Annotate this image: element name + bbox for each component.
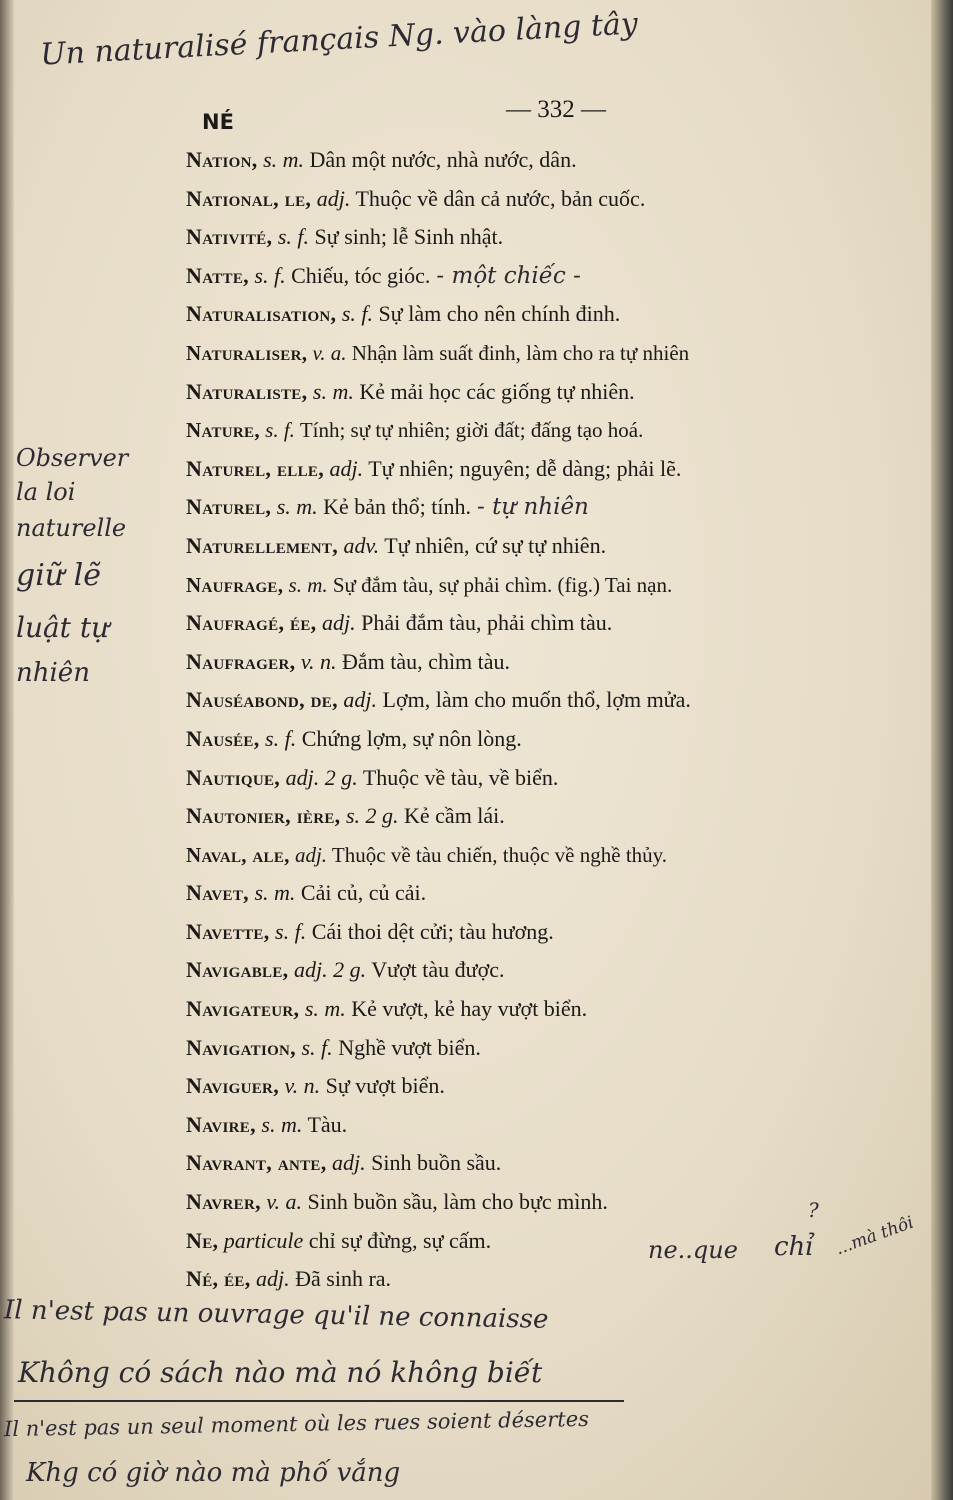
handwritten-note: - một chiếc - [436, 262, 581, 289]
dictionary-entry [186, 295, 906, 334]
dictionary-entry [186, 180, 906, 219]
handwritten-top-note: Un naturalisé français Ng. vào làng tây [39, 6, 639, 73]
dictionary-entry [186, 643, 906, 682]
dictionary-entry [186, 334, 906, 373]
definition: Thuộc về dân cả nước, bản cuốc. [355, 185, 646, 211]
headword: Navrer, [186, 1189, 261, 1215]
dictionary-entry [186, 1067, 906, 1106]
margin-line: la loi [16, 478, 76, 506]
definition: Dân một nước, nhà nước, dân. [309, 147, 577, 172]
headword: Naturaliste, [186, 378, 308, 404]
handwritten-underline [14, 1400, 624, 1402]
headword: Nausée, [186, 725, 260, 751]
grammar-tag: s. 2 g. [345, 803, 399, 829]
dictionary-entry [186, 990, 906, 1029]
definition: Kẻ vượt, kẻ hay vượt biển. [351, 996, 588, 1022]
definition: Chứng lợm, sự nôn lòng. [301, 725, 522, 751]
dictionary-entry [186, 720, 906, 759]
handwritten-ne-note-3: ...mà thôi [833, 1212, 917, 1260]
headword: Navigation, [186, 1034, 296, 1060]
margin-line: giữ lẽ [16, 558, 102, 593]
grammar-tag: v. n. [284, 1073, 321, 1099]
margin-annotation [16, 440, 128, 694]
grammar-tag: v. n. [300, 648, 337, 674]
definition: Kẻ cầm lái. [404, 803, 505, 829]
headword: Nautique, [186, 764, 281, 790]
definition: Sự sinh; lễ Sinh nhật. [314, 224, 504, 250]
grammar-tag: v. a. [266, 1189, 303, 1215]
definition: Nhận làm suất đinh, làm cho ra tự nhiên [351, 340, 690, 365]
definition: chỉ sự đừng, sự cấm. [308, 1227, 492, 1253]
definition: Sự làm cho nên chính đinh. [378, 301, 621, 327]
headword: Ne, [186, 1227, 219, 1253]
grammar-tag: s. f. [301, 1034, 333, 1060]
definition: Kẻ bản thổ; tính. [323, 494, 472, 520]
grammar-tag: s. f. [341, 301, 374, 327]
dictionary-entry [186, 759, 906, 798]
definition: Đã sinh ra. [295, 1266, 392, 1292]
grammar-tag: adv. [343, 532, 380, 558]
margin-line: nhiên [16, 658, 90, 688]
dictionary-entry [186, 681, 906, 720]
dictionary-entry [186, 488, 906, 527]
headword: Navigateur, [186, 996, 300, 1022]
grammar-tag: s. f. [265, 418, 295, 443]
dictionary-entry [186, 1183, 906, 1222]
grammar-tag: adj. [332, 1150, 366, 1176]
handwritten-sentence: Không có sách nào mà nó không biết [18, 1356, 543, 1389]
grammar-tag: adj. [321, 610, 356, 636]
definition: Sinh buồn sầu, làm cho bực mình. [307, 1189, 608, 1215]
dictionary-entry [186, 874, 906, 913]
headword: Nature, [186, 418, 260, 443]
headword: Naufragé, ée, [186, 610, 317, 636]
headword: Naturalisation, [186, 301, 337, 327]
definition: Vượt tàu được. [371, 957, 505, 983]
handwritten-sentence: Il n'est pas un ouvrage qu'il ne connaisse [3, 1295, 549, 1335]
headword: Navire, [186, 1111, 256, 1137]
dictionary-entry [186, 797, 906, 836]
grammar-tag: particule [223, 1227, 304, 1253]
grammar-tag: s. m. [288, 572, 328, 597]
definition: Nghề vượt biển. [338, 1034, 481, 1060]
grammar-tag: s. f. [275, 918, 307, 944]
handwritten-sentence: Il n'est pas un seul moment où les rues soient désertes [3, 1406, 590, 1442]
dictionary-entry [186, 527, 906, 566]
dictionary-entry [186, 1029, 906, 1068]
definition: Đắm tàu, chìm tàu. [342, 648, 511, 674]
definition: Tự nhiên; nguyên; dễ dàng; phải lẽ. [368, 455, 682, 481]
grammar-tag: adj. [294, 842, 328, 867]
dictionary-entry [186, 141, 906, 180]
handwritten-ne-note-1: ne..que [648, 1236, 738, 1264]
grammar-tag: s. m. [276, 494, 318, 520]
definition: Sinh buồn sầu. [371, 1150, 502, 1176]
handwritten-note: - tự nhiên [477, 494, 589, 521]
headword: Nautonier, ière, [186, 803, 341, 829]
grammar-tag: adj. [343, 687, 378, 713]
margin-line: naturelle [16, 514, 127, 542]
grammar-tag: s. f. [254, 262, 286, 288]
headword: Naufrage, [186, 572, 284, 597]
definition: Kẻ mải học các giống tự nhiên. [359, 378, 635, 404]
dictionary-entry [186, 373, 906, 412]
handwritten-ne-note-2: chỉ [774, 1232, 814, 1262]
grammar-tag: s. m. [261, 1111, 303, 1137]
headword: Né, ée, [186, 1266, 251, 1292]
definition: Cái thoi dệt cửi; tàu hương. [311, 918, 554, 944]
headword: Natte, [186, 262, 249, 288]
headword: National, le, [186, 185, 312, 211]
headword: Naval, ale, [186, 842, 290, 867]
definition: Tàu. [307, 1111, 348, 1137]
definition: Phải đắm tàu, phải chìm tàu. [361, 610, 613, 636]
grammar-tag: v. a. [312, 340, 347, 365]
running-header: NÉ [202, 110, 234, 134]
dictionary-entry [186, 1144, 906, 1183]
dictionary-entry [186, 566, 906, 605]
definition: Cải củ, củ cải. [300, 880, 427, 906]
definition: Chiếu, tóc gióc. [291, 262, 431, 288]
dictionary-entry [186, 257, 906, 296]
dictionary-entry [186, 913, 906, 952]
headword: Navette, [186, 918, 270, 944]
headword: Nauséabond, de, [186, 687, 338, 713]
handwritten-ne-note-4: ? [808, 1198, 819, 1222]
dictionary-entry [186, 218, 906, 257]
headword: Naufrager, [186, 648, 296, 674]
grammar-tag: s. m. [254, 880, 296, 906]
margin-line: Observer [16, 444, 129, 472]
grammar-tag: s. f. [265, 725, 297, 751]
grammar-tag: s. m. [263, 147, 305, 172]
grammar-tag: adj. [256, 1266, 290, 1292]
headword: Naturel, elle, [186, 455, 325, 481]
headword: Naviguer, [186, 1073, 279, 1099]
definition: Lợm, làm cho muốn thổ, lợm mửa. [382, 687, 691, 713]
dictionary-entry [186, 604, 906, 643]
definition: Tự nhiên, cứ sự tự nhiên. [384, 532, 607, 558]
handwritten-sentence: Khg có giờ nào mà phố vắng [26, 1458, 401, 1488]
headword: Naturellement, [186, 532, 338, 558]
definition: Thuộc về tàu, về biển. [362, 764, 559, 790]
definition: Sự đắm tàu, sự phải chìm. (fig.) Tai nạn. [332, 572, 673, 597]
headword: Nativité, [186, 224, 273, 250]
grammar-tag: adj. 2 g. [285, 764, 358, 790]
grammar-tag: s. m. [312, 378, 354, 404]
page-number: — 332 — [506, 96, 606, 123]
dictionary-entry [186, 450, 906, 489]
grammar-tag: adj. 2 g. [293, 957, 367, 983]
definition: Tính; sự tự nhiên; giời đất; đấng tạo hoá. [299, 418, 644, 443]
dictionary-entry [186, 1106, 906, 1145]
dictionary-entry [186, 1260, 906, 1299]
headword: Navet, [186, 880, 249, 906]
grammar-tag: adj. [316, 185, 351, 211]
definition: Sự vượt biển. [325, 1073, 445, 1099]
dictionary-entry [186, 951, 906, 990]
margin-line: luật tự [16, 611, 110, 644]
page-left-edge [0, 0, 14, 1500]
book-spine [931, 0, 953, 1500]
grammar-tag: s. m. [304, 996, 346, 1022]
dictionary-entry [186, 836, 906, 875]
headword: Navrant, ante, [186, 1150, 327, 1176]
dictionary-entry [186, 411, 906, 450]
headword: Naturaliser, [186, 340, 308, 365]
headword: Nation, [186, 147, 258, 172]
headword: Naturel, [186, 494, 272, 520]
grammar-tag: s. f. [277, 224, 310, 250]
headword: Navigable, [186, 957, 289, 983]
grammar-tag: adj. [329, 455, 364, 481]
definition: Thuộc về tàu chiến, thuộc về nghề thủy. [331, 842, 668, 867]
entry-list [186, 141, 906, 1299]
